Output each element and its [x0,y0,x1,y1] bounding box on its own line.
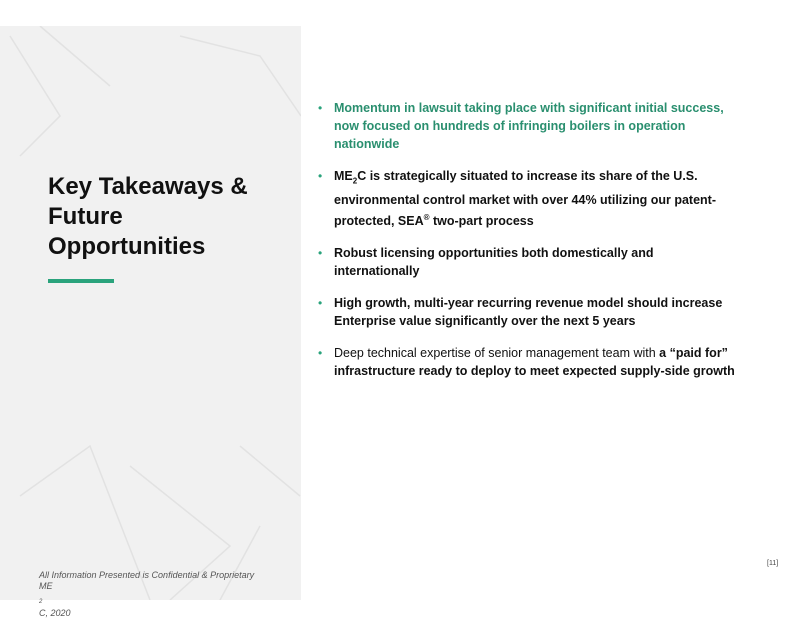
bullet-item-1 [318,99,738,153]
takeaways-list [318,99,738,380]
slide-title: Key Takeaways & Future Opportunities [48,173,248,260]
bullet-dot-icon: • [318,295,323,310]
left-panel [0,26,301,600]
bullet-item-3 [318,244,738,280]
bullet-text-2-end: two-part process [429,213,534,228]
bullet-text-1: Momentum in lawsuit taking place with significant initial success, now focused on hundreds of infringing boilers in operation nationwide [334,101,724,151]
bullet-item-5 [318,344,738,380]
bullet-dot-icon: • [318,169,323,183]
bullet-text-5-normal: Deep technical expertise of senior management team with [334,345,660,360]
bullet-text-5-bold: a “paid for” infrastructure ready to deploy to meet expected supply-side growth [334,345,735,378]
bullet-text-3: Robust licensing opportunities both domestically and internationally [334,245,654,278]
me-text: ME [334,169,353,183]
subscript-2: 2 [352,176,358,186]
page-number: [11] [767,560,779,567]
bullet-text-2 [334,169,716,228]
bullet-item-4 [318,294,738,330]
bullet-text-5 [334,346,735,378]
bullet-dot-icon: • [318,101,323,115]
footer-year: C, 2020 [39,607,71,618]
title-underline [48,279,114,283]
registered-mark: ® [423,212,430,222]
bullet-item-2 [318,167,738,230]
bullet-dot-icon: • [318,345,323,360]
footer-line-1: All Information Presented is Confidential & Proprietary [39,570,255,580]
bullet-text-2-main: C is strategically situated to increase its share of the U.S. environmental control market with over 44% utilizing our patent-protected, SEA [334,169,717,228]
bullet-dot-icon: • [318,245,323,260]
confidentiality-footer [39,570,254,619]
footer-subscript: 2 [39,598,43,605]
decorative-lines [0,26,301,600]
bullet-text-4: High growth, multi-year recurring revenue model should increase Enterprise value significantly over the next 5 years [334,295,723,328]
footer-me: ME [39,581,53,591]
